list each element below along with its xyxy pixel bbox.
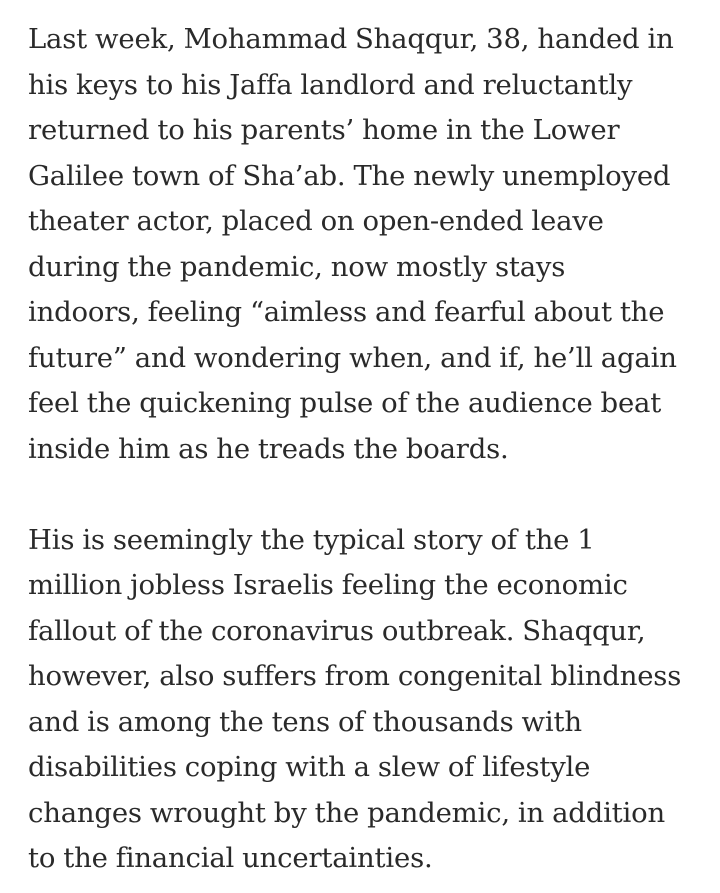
text-line: million jobless Israelis feeling the economic	[28, 569, 628, 601]
text-line: disabilities coping with a slew of lifestyle	[28, 751, 591, 783]
text-line: returned to his parents’ home in the Lower	[28, 114, 620, 146]
text-line: inside him as he treads the boards.	[28, 432, 509, 465]
paragraph-2	[28, 518, 708, 882]
text-line: his keys to his Jaffa landlord and reluctantly	[28, 68, 633, 101]
text-line: during the pandemic, now mostly stays	[28, 250, 566, 283]
text-line: indoors, feeling “aimless and fearful about the	[28, 296, 665, 328]
text-line: and is among the tens of thousands with	[28, 705, 582, 738]
text-line: to the financial uncertainties.	[28, 842, 433, 874]
text-line: Last week, Mohammad Shaqqur, 38, handed in	[28, 23, 674, 55]
text-line: His is seemingly the typical story of the 1	[28, 523, 595, 556]
text-line: future” and wondering when, and if, he’ll again	[28, 341, 677, 374]
text-line: theater actor, placed on open-ended leave	[28, 205, 604, 237]
text-line: however, also suffers from congenital blindness	[28, 660, 682, 692]
text-line: changes wrought by the pandemic, in addition	[28, 796, 665, 829]
text-line: fallout of the coronavirus outbreak. Shaqqur,	[28, 614, 646, 647]
paragraph-1	[28, 17, 708, 472]
text-line: Galilee town of Sha’ab. The newly unemployed	[28, 159, 671, 192]
article-body	[28, 17, 708, 882]
text-line: feel the quickening pulse of the audience beat	[28, 387, 662, 419]
